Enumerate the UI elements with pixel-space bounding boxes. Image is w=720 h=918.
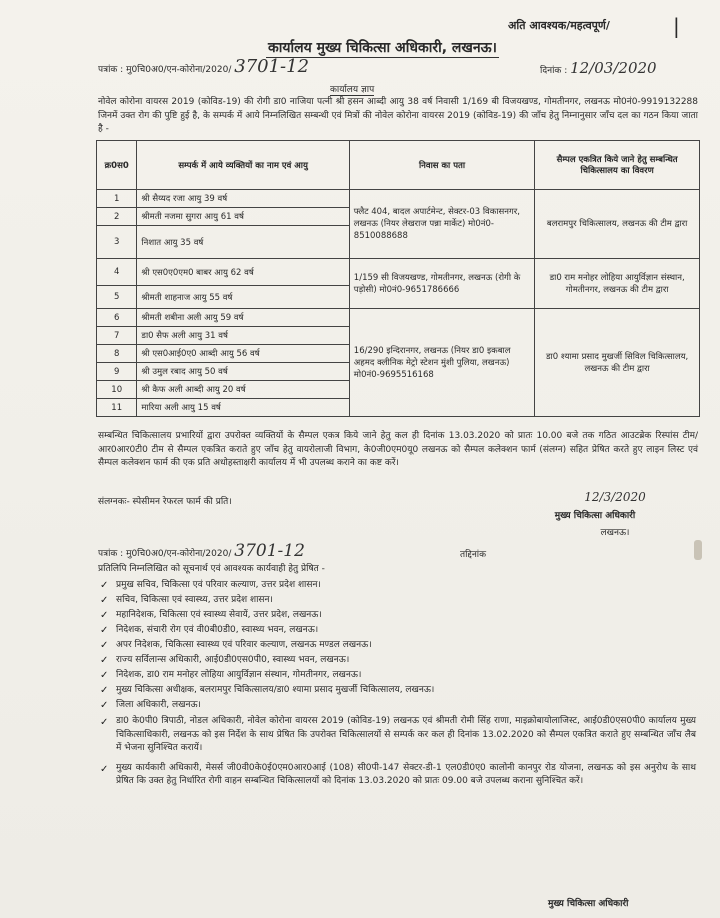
group-hospital: बलरामपुर चिकित्सालय, लखनऊ की टीम द्वारा bbox=[535, 190, 700, 259]
row-name: श्री एस0ए0एम0 बाबर आयु 62 वर्ष bbox=[137, 259, 349, 286]
signature-block bbox=[520, 490, 670, 538]
priority-label bbox=[508, 14, 680, 38]
list-item: ✓ महानिदेशक, चिकित्सा एवं स्वास्थ्य सेवायें, उत्तर प्रदेश, लखनऊ। bbox=[100, 610, 322, 621]
table-row bbox=[97, 309, 700, 327]
check-icon: ✓ bbox=[100, 610, 109, 621]
table-header-row bbox=[97, 141, 700, 190]
check-icon: ✓ bbox=[100, 625, 109, 636]
date-value: 12/03/2020 bbox=[570, 59, 657, 77]
col-header-address: निवास का पता bbox=[349, 141, 534, 190]
check-icon: ✓ bbox=[100, 670, 109, 681]
row-name: श्री सैय्यद रजा आयु 39 वर्ष bbox=[137, 190, 349, 208]
list-item: ✓ मुख्य कार्यकारी अधिकारी, मेसर्स जी0वी0के0ई0एम0आर0आई (108) सी0पी-147 सेक्टर-डी-1 एल0डी0ए0 कालोनी कानपुर रोड योजना, लखनऊ को इस अनुरोध के साथ प्रेषित कि उक्त हेतु निर्धारित रोगी वाहन सम्बन्धित चिकित्सालयों को दिनांक 13.03.2020 को प्रातः 09.00 बजे उपलब्ध कराना सुनिश्चित करें। bbox=[100, 762, 696, 789]
row-sn: 5 bbox=[97, 286, 137, 309]
col-header-hospital: सैम्पल एकत्रित किये जाने हेतु सम्बन्धित चिकित्सालय का विवरण bbox=[535, 141, 700, 190]
check-icon: ✓ bbox=[100, 700, 109, 711]
ref-number: 3701-12 bbox=[234, 56, 310, 77]
instruction-paragraph: सम्बन्धित चिकित्सालय प्रभारियों द्वारा उपरोक्त व्यक्तियों के सैम्पल एकत्र किये जाने हेतु कल ही दिनांक 13.03.2020 को प्रातः 10.00 बजे तक गठित आउटब्रेक रिस्पांस टीम/आर0आर0टी0 टीम से सैम्पल एकत्रित कराते हुए जाँच हेतु वायरोलाजी विभाग, के0जी0एम0यू0 लखनऊ को सैम्पल कलेक्शन फार्म (संलग्न) सहित प्रेषित करते हुए लाइन लिस्ट एवं सैम्पल कलेक्शन फार्म की एक प्रति अधोहस्ताक्षरी कार्यालय में भी उपलब्ध कराने का कष्ट करें। bbox=[98, 431, 698, 468]
check-icon: ✓ bbox=[100, 580, 109, 591]
copy-ref-prefix: पत्रांक : मु0चि0अ0/एन-कोरोना/2020/ bbox=[98, 549, 232, 559]
row-name: श्रीमती नजमा सुगरा आयु 61 वर्ष bbox=[137, 208, 349, 226]
signature-scribble: 12/3/2020 bbox=[584, 490, 646, 504]
copy-ref-number: 3701-12 bbox=[234, 541, 305, 561]
group-hospital: डा0 श्यामा प्रसाद मुखर्जी सिविल चिकित्सालय, लखनऊ की टीम द्वारा bbox=[535, 309, 700, 417]
margin-mark bbox=[694, 540, 702, 560]
row-sn: 9 bbox=[97, 363, 137, 381]
reference-line bbox=[98, 56, 310, 77]
enclosure-line: संलग्नकः- स्पेसीमन रेफरल फार्म की प्रति। bbox=[98, 497, 232, 507]
check-icon: ✓ bbox=[100, 640, 109, 651]
row-name: मारिया अली आयु 15 वर्ष bbox=[137, 399, 349, 417]
row-sn: 11 bbox=[97, 399, 137, 417]
ref-prefix: पत्रांक : मु0चि0अ0/एन-कोरोना/2020/ bbox=[98, 65, 232, 75]
list-item: ✓ निदेशक, संचारी रोग एवं वी0बी0डी0, स्वास्थ्य भवन, लखनऊ। bbox=[100, 625, 319, 636]
row-sn: 3 bbox=[97, 226, 137, 259]
row-name: श्री एस0आई0ए0 आब्दी आयु 56 वर्ष bbox=[137, 345, 349, 363]
check-icon: ✓ bbox=[100, 717, 109, 728]
row-name: श्री कैफ अली आब्दी आयु 20 वर्ष bbox=[137, 381, 349, 399]
check-icon: ✓ bbox=[100, 595, 109, 606]
check-icon: ✓ bbox=[100, 685, 109, 696]
row-sn: 10 bbox=[97, 381, 137, 399]
copy-date-label: तद्दिनांक bbox=[460, 550, 487, 560]
memo-label: कार्यालय ज्ञाप bbox=[330, 82, 374, 96]
list-item: ✓ सचिव, चिकित्सा एवं स्वास्थ्य, उत्तर प्रदेश शासन। bbox=[100, 595, 273, 606]
copy-signature-title: मुख्य चिकित्सा अधिकारी bbox=[548, 899, 629, 909]
list-item: ✓ राज्य सर्विलान्स अधिकारी, आई0डी0एस0पी0, स्वास्थ्य भवन, लखनऊ। bbox=[100, 655, 350, 666]
page-mark: | bbox=[673, 14, 680, 38]
distribution-list bbox=[100, 578, 696, 789]
row-sn: 6 bbox=[97, 309, 137, 327]
group-address: 16/290 इन्दिरानगर, लखनऊ (नियर डा0 इकबाल अहमद क्लीनिक मेट्रो स्टेशन मुंशी पुलिया, लखनऊ) मो0नं0-9695516168 bbox=[349, 309, 534, 417]
contacts-table bbox=[96, 140, 700, 417]
row-name: निशात आयु 35 वर्ष bbox=[137, 226, 349, 259]
row-sn: 4 bbox=[97, 259, 137, 286]
group-address: 1/159 सी विजयखण्ड, गोमतीनगर, लखनऊ (रोगी के पड़ोसी) मो0नं0-9651786666 bbox=[349, 259, 534, 309]
list-item: ✓ निदेशक, डा0 राम मनोहर लोहिया आयुर्विज्ञान संस्थान, गोमतीनगर, लखनऊ। bbox=[100, 670, 362, 681]
row-sn: 1 bbox=[97, 190, 137, 208]
row-name: श्रीमती शबीना अली आयु 59 वर्ष bbox=[137, 309, 349, 327]
col-header-sn: क्र0स0 bbox=[97, 141, 137, 190]
list-item: ✓ प्रमुख सचिव, चिकित्सा एवं परिवार कल्याण, उत्तर प्रदेश शासन। bbox=[100, 580, 321, 591]
list-item: ✓ डा0 के0पी0 त्रिपाठी, नोडल अधिकारी, नोवेल कोरोना वायरस 2019 (कोविड-19) लखनऊ एवं श्रीमती रोमी सिंह राणा, माइक्रोबायोलाजिस्ट, आई0डी0एस0पी0 कार्यालय मुख्य चिकित्साधिकारी, लखनऊ को इस निर्देश के साथ प्रेषित कि उपरोक्त चिकित्सालयों से सम्पर्क कर कल ही दिनांक 13.02.2020 को सैम्पल एकत्रित कराते हुए सम्बन्धित जाँच लैब में भेजना सुनिश्चित करायें। bbox=[100, 715, 696, 756]
row-sn: 7 bbox=[97, 327, 137, 345]
list-item: ✓ मुख्य चिकित्सा अधीक्षक, बलरामपुर चिकित्सालय/डा0 श्यामा प्रसाद मुखर्जी चिकित्सालय, लखनऊ। bbox=[100, 685, 435, 696]
row-sn: 8 bbox=[97, 345, 137, 363]
priority-text: अति आवश्यक/महत्वपूर्ण/ bbox=[508, 19, 610, 32]
date-line bbox=[540, 59, 657, 78]
signature-title: मुख्य चिकित्सा अधिकारी bbox=[554, 511, 636, 521]
intro-paragraph: नोवेल कोरोना वायरस 2019 (कोविड-19) की रोगी डा0 नाजिया पत्नी श्री हसन आब्दी आयु 38 वर्ष निवासी 1/169 बी विजयखण्ड, गोमतीनगर, लखनऊ मो0नं0-9919132288 जिनमें उक्त रोग की पुष्टि हुई है, के सम्पर्क में आये निम्नलिखित सम्बन्धी एवं मित्रों की नोवेल कोरोना वायरस 2019 (कोविड-19) की जाँच हेतु निम्नानुसार जाँच दल का गठन किया जाता है - bbox=[98, 97, 698, 134]
table-row bbox=[97, 190, 700, 208]
copy-reference-line bbox=[98, 541, 305, 561]
group-address: फ्लैट 404, बादल अपार्टमेन्ट, सेक्टर-03 विकासनगर, लखनऊ (नियर लेखराज पन्ना मार्केट) मो0नं0-8510088688 bbox=[349, 190, 534, 259]
col-header-name: सम्पर्क में आये व्यक्तियों का नाम एवं आयु bbox=[137, 141, 349, 190]
office-title: कार्यालय मुख्य चिकित्सा अधिकारी, लखनऊ। bbox=[268, 40, 497, 56]
list-item: ✓ जिला अधिकारी, लखनऊ। bbox=[100, 700, 201, 711]
row-name: डा0 सैफ अली आयु 31 वर्ष bbox=[137, 327, 349, 345]
check-icon: ✓ bbox=[100, 763, 109, 775]
signature-place: लखनऊ। bbox=[600, 528, 630, 538]
copy-intro: प्रतिलिपि निम्नलिखित को सूचनार्थ एवं आवश्यक कार्यवाही हेतु प्रेषित - bbox=[98, 564, 325, 574]
date-label: दिनांक : bbox=[540, 66, 568, 76]
check-icon: ✓ bbox=[100, 655, 109, 666]
list-item: ✓ अपर निदेशक, चिकित्सा स्वास्थ्य एवं परिवार कल्याण, लखनऊ मण्डल लखनऊ। bbox=[100, 640, 372, 651]
row-sn: 2 bbox=[97, 208, 137, 226]
row-name: श्री उमुल रबाद आयु 50 वर्ष bbox=[137, 363, 349, 381]
row-name: श्रीमती शाहनाज आयु 55 वर्ष bbox=[137, 286, 349, 309]
group-hospital: डा0 राम मनोहर लोहिया आयुर्विज्ञान संस्थान, गोमतीनगर, लखनऊ की टीम द्वारा bbox=[535, 259, 700, 309]
table-row bbox=[97, 259, 700, 286]
